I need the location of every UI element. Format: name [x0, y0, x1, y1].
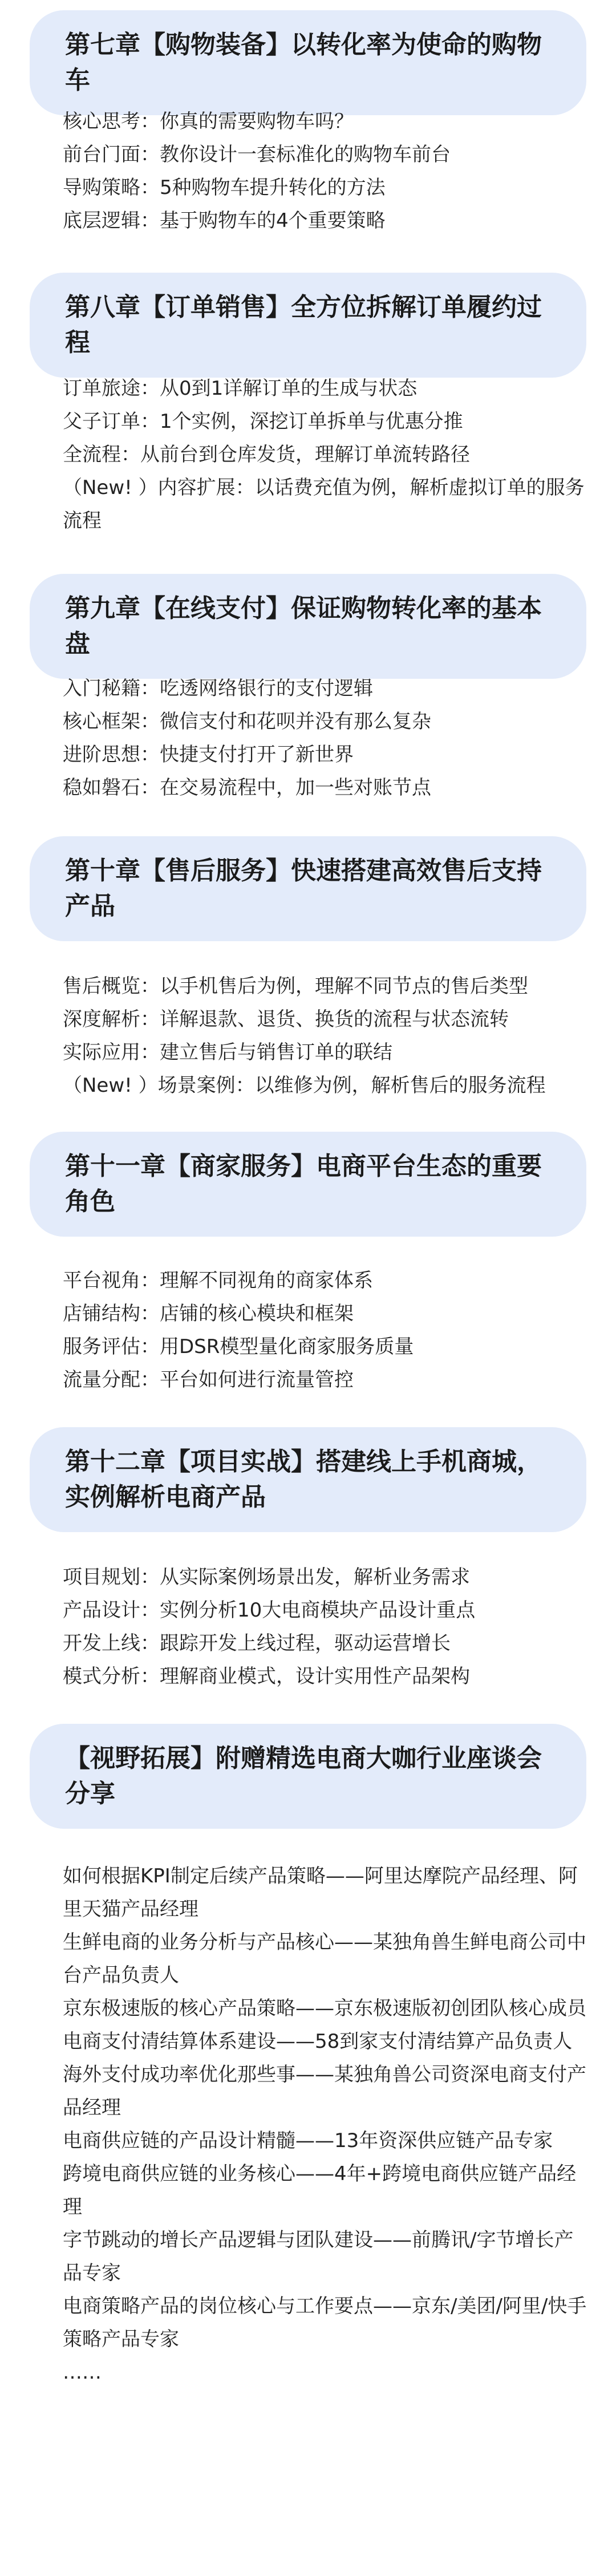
- list-item: 电商供应链的产品设计精髓——13年资深供应链产品专家: [63, 2129, 553, 2152]
- chapter-8-content: [63, 372, 587, 537]
- list-item: 开发上线：跟踪开发上线过程，驱动运营增长: [63, 1632, 451, 1655]
- list-item: 前台门面：教你设计一套标准化的购物车前台: [63, 143, 451, 166]
- list-item: 进阶思想：快捷支付打开了新世界: [63, 743, 354, 766]
- chapter-11-content: [63, 1264, 587, 1396]
- list-item: 电商支付清结算体系建设——58到家支付清结算产品负责人: [63, 2030, 573, 2053]
- list-item: 店铺结构：店铺的核心模块和框架: [63, 1302, 354, 1325]
- list-item: 导购策略：5种购物车提升转化的方法: [63, 176, 386, 199]
- chapter-11-title: 第十一章【商家服务】电商平台生态的重要角色: [30, 1132, 586, 1237]
- chapter-9-content: [63, 672, 587, 804]
- list-item: 京东极速版的核心产品策略——京东极速版初创团队核心成员: [63, 1997, 586, 2020]
- list-item: 深度解析：详解退款、退货、换货的流程与状态流转: [63, 1008, 509, 1031]
- chapter-10-title: 第十章【售后服务】快速搭建高效售后支持产品: [30, 836, 586, 941]
- list-item: 如何根据KPI制定后续产品策略——阿里达摩院产品经理、阿里天猫产品经理: [63, 1865, 578, 1921]
- chapter-12-content: [63, 1561, 587, 1693]
- list-item: 生鲜电商的业务分析与产品核心——某独角兽生鲜电商公司中台产品负责人: [63, 1931, 586, 1987]
- extension-title: 【视野拓展】附赠精选电商大咖行业座谈会分享: [30, 1724, 586, 1829]
- list-item: 父子订单：1个实例，深挖订单拆单与优惠分推: [63, 410, 463, 433]
- list-item: 核心思考：你真的需要购物车吗？: [63, 110, 354, 133]
- list-item: （New! ）场景案例：以维修为例，解析售后的服务流程: [63, 1074, 546, 1097]
- list-item: 模式分析：理解商业模式，设计实用性产品架构: [63, 1665, 470, 1688]
- list-item: （New! ）内容扩展：以话费充值为例，解析虚拟订单的服务流程: [63, 476, 585, 532]
- list-item: 电商策略产品的岗位核心与工作要点——京东/美团/阿里/快手策略产品专家: [63, 2295, 587, 2351]
- list-item: 售后概览：以手机售后为例，理解不同节点的售后类型: [63, 975, 528, 998]
- list-item: 服务评估：用DSR模型量化商家服务质量: [63, 1335, 414, 1358]
- list-item: ……: [63, 2361, 102, 2384]
- chapter-7-content: [63, 105, 587, 237]
- list-item: 底层逻辑：基于购物车的4个重要策略: [63, 209, 386, 232]
- chapter-9-title: 第九章【在线支付】保证购物转化率的基本盘: [30, 574, 586, 679]
- list-item: 跨境电商供应链的业务核心——4年+跨境电商供应链产品经理: [63, 2162, 577, 2218]
- list-item: 产品设计：实例分析10大电商模块产品设计重点: [63, 1599, 476, 1622]
- list-item: 流量分配：平台如何进行流量管控: [63, 1368, 354, 1391]
- chapter-8-title: 第八章【订单销售】全方位拆解订单履约过程: [30, 273, 586, 378]
- list-item: 平台视角：理解不同视角的商家体系: [63, 1269, 373, 1292]
- chapter-12-title: 第十二章【项目实战】搭建线上手机商城，实例解析电商产品: [30, 1427, 586, 1532]
- list-item: 稳如磐石：在交易流程中，加一些对账节点: [63, 776, 431, 799]
- list-item: 海外支付成功率优化那些事——某独角兽公司资深电商支付产品经理: [63, 2063, 586, 2119]
- list-item: 核心框架：微信支付和花呗并没有那么复杂: [63, 710, 431, 733]
- list-item: 实际应用：建立售后与销售订单的联结: [63, 1041, 392, 1064]
- chapter-10-content: [63, 970, 587, 1102]
- list-item: 入门秘籍：吃透网络银行的支付逻辑: [63, 677, 373, 700]
- list-item: 订单旅途：从0到1详解订单的生成与状态: [63, 377, 418, 400]
- list-item: 全流程：从前台到仓库发货，理解订单流转路径: [63, 443, 470, 466]
- extension-content: [63, 1860, 587, 2389]
- list-item: 字节跳动的增长产品逻辑与团队建设——前腾讯/字节增长产品专家: [63, 2229, 574, 2285]
- chapter-7-title: 第七章【购物装备】以转化率为使命的购物车: [30, 10, 586, 115]
- list-item: 项目规划：从实际案例场景出发，解析业务需求: [63, 1566, 470, 1589]
